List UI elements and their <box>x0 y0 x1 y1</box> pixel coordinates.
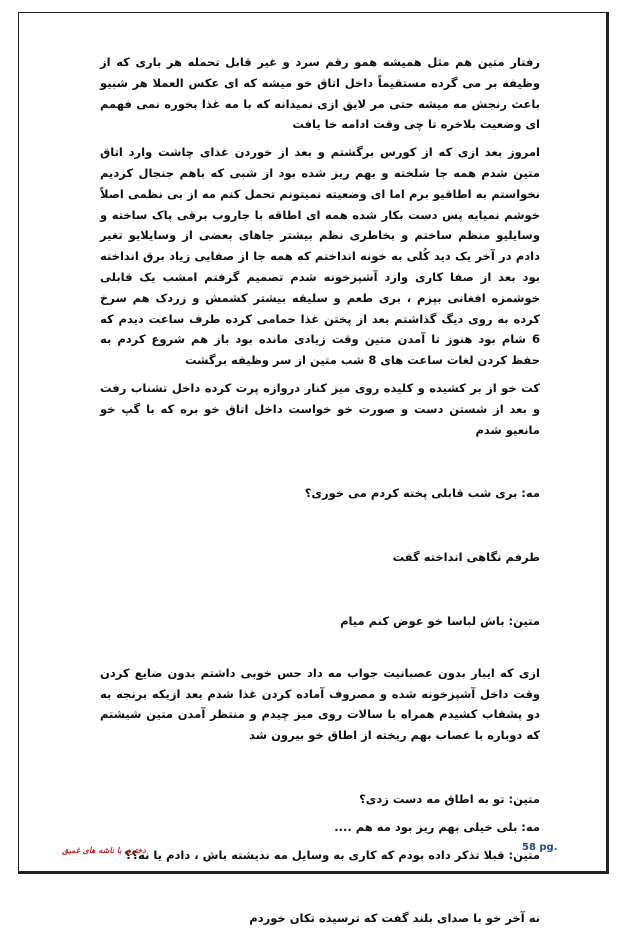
narration-line: طرفم نگاهی انداخته گفت <box>392 550 540 565</box>
page-number: 58 pg. <box>522 842 558 853</box>
narration-line: نه آخر خو با صدای بلند گفت که ترسیده تکان خوردم <box>249 911 540 926</box>
dialogue-line: مه: بری شب قابلی پخته کردم می خوری؟ <box>304 486 540 501</box>
paragraph-3: کت خو از بر کشیده و کلیده روی میز کنار دروازه پرت کرده داخل تشناب رفت و بعد از شستن دست و صورت خو خواست داخل اتاق خو بره که با گپ خو مانعیو شدم <box>100 380 540 437</box>
document-body <box>100 52 540 936</box>
paragraph-1: رفتار متین هم مثل همیشه همو رقم سرد و غیر قابل تحمله هر باری که از وظیفه بر می گرده مستقیماً داخل اتاق خو میشه که ای عکس العملا هر شبیو باعث رنجش مه میشه حتی مر لایق ازی نمیدانه که با مه غذا بخوره نمی فهمم ای وضعیت بلاخره تا چی وقت ادامه خا یافت <box>100 55 540 132</box>
dialogue-line: مه: بلی خیلی بهم ریز بود مه هم .... <box>334 819 540 834</box>
paragraph-4: ازی که ایبار بدون عصبانیت جواب مه داد حس خوبی داشتم بدون ضایع کردن وقت داخل آشپزخونه شده و مصروف آماده کردن غذا شدم بعد ازیکه برنجه به دو پشقاب کشیدم همراه با سالات روی میز چیدم و منتظر آمدن متین شیشتم که دوباره با عصاب بهم ریخته از اطاق خو بیرون شد <box>100 665 540 743</box>
dialogue-line: متین: باش لباسا خو عوض کنم میام <box>340 613 540 628</box>
paragraph-2: امروز بعد ازی که از کورس برگشتم و بعد از خوردن غذای چاشت وارد اتاق متین شدم همه جا شلخته و بهم ریز شده بود از شبی که باهم جنجال کردیم نخواستم به اطاقیو برم اما ای وضعیته نمیتونم تحمل کنم مه از بی نظمی اصلاً خوشم نمیایه پس دست بکار شده همه ای اطاقه با جاروب برقی پاک ساخته و وسایلیو منظم ساختم و بخاطری نظم بیشتر جاهای بعضی از وسایلایو تغیر دادم در آخر یک دید کُلی به خونه انداختم که همه جا از صفایی زیاد برق انداخته بود بعد از صفا کاری وارد آشپزخونه شدم تصمیم گرفتم امشب یک قابلی خوشمزه افغانی بپزم ، بری طعم و سلیقه بیشتر کشمش و زردک هم سرخ کرده به روی دیگ گذاشتم بعد از پختن غذا حمامی کرده طرف ساعت دیدم که 6 شام بود هنوز تا آمدن متین وقت زیادی مانده بود باز هم شروع کردم به حفظ کردن لغات ساعت های 8 شب متین از سر وظیفه برگشت <box>100 145 540 368</box>
footer-book-title: دختری با ناشه های غمیق <box>62 846 146 855</box>
dialogue-line: متین: تو به اطاق مه دست زدی؟ <box>359 791 540 806</box>
dialogue-line: متین: قبلا تذکر داده بودم که کاری به وسایل مه ندیشته باش ، دادم یا نه؟؟ <box>124 847 540 862</box>
